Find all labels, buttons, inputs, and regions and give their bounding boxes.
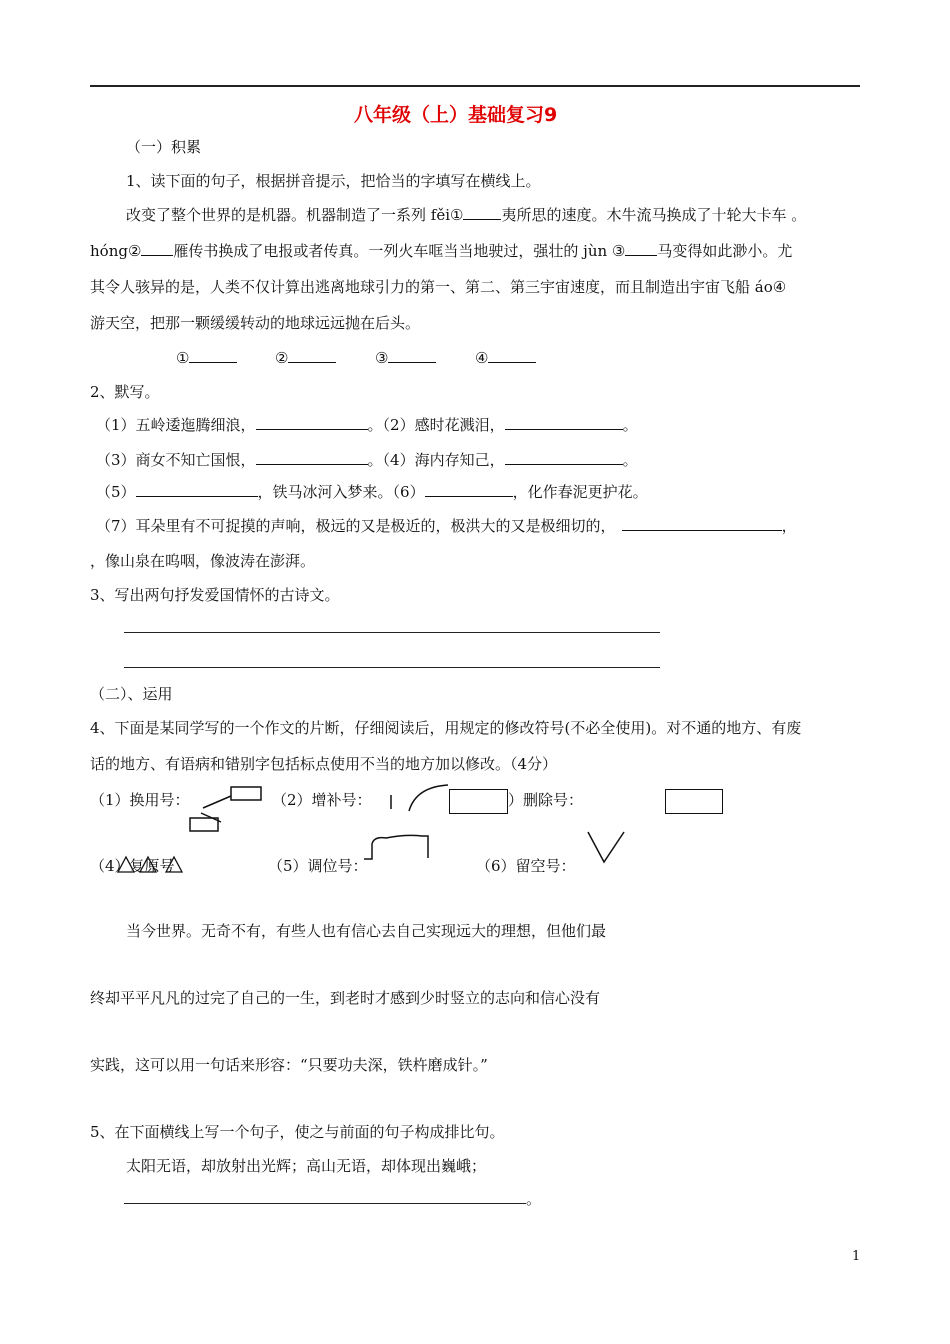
question-3-prompt: 3、写出两句抒发爱国情怀的古诗文。 [90, 586, 340, 604]
symbol-label-insert: （2）增补号： [272, 791, 372, 809]
transpose-mark-icon [362, 832, 434, 862]
passage-line-2: 终却平平凡凡的过完了自己的一生，到老时才感到少时竖立的志向和信心没有 [90, 989, 601, 1007]
answer-blank-3[interactable]: ③ [375, 348, 436, 368]
recitation-row-1 [96, 415, 638, 435]
symbol-label-space: （6）留空号： [476, 857, 576, 875]
recitation-blank-6[interactable] [425, 482, 513, 497]
pinyin-blank-3[interactable] [625, 241, 657, 256]
text-segment: 雁传书换成了电报或者传真。一列火车哐当当地驶过，强壮的 jùn ③ [173, 242, 626, 260]
answer-line[interactable] [189, 348, 237, 363]
text-segment: 马变得如此渺小。尤 [657, 242, 793, 260]
question-5-answer-line[interactable] [124, 1203, 526, 1204]
text-segment: 。 [622, 451, 638, 469]
text-segment: hóng② [90, 242, 142, 260]
answer-line[interactable] [388, 348, 436, 363]
delete-mark-icon [665, 789, 723, 814]
text-segment: 夷所思的速度。木牛流马换成了十轮大卡车 。 [501, 206, 807, 224]
insert-box [449, 789, 508, 814]
recitation-row-3 [96, 482, 648, 502]
question-1-prompt: 1、读下面的句子，根据拼音提示，把恰当的字填写在横线上。 [126, 172, 541, 190]
answer-line[interactable] [488, 348, 536, 363]
header-rule [90, 85, 860, 87]
question-5-prompt: 5、在下面横线上写一个句子，使之与前面的句子构成排比句。 [90, 1123, 505, 1141]
symbol-label-restore: （4）复原号 [90, 857, 175, 875]
recitation-blank-2[interactable] [505, 415, 623, 430]
symbol-label-delete: ）删除号： [508, 791, 584, 809]
passage-line-3: 实践，这可以用一句话来形容：“只要功夫深，铁杵磨成针。” [90, 1056, 488, 1074]
recitation-blank-5[interactable] [136, 482, 258, 497]
text-segment: 改变了整个世界的是机器。机器制造了一系列 fěi① [126, 206, 464, 224]
passage-line-1: 当今世界。无奇不有，有些人也有信心去自己实现远大的理想，但他们最 [126, 922, 607, 940]
text-segment: ，铁马冰河入梦来。（6） [257, 483, 425, 501]
text-segment: （7）耳朵里有不可捉摸的声响，极远的又是极近的，极洪大的又是极细切的， [96, 517, 616, 535]
answer-line-1[interactable] [124, 632, 660, 633]
section-heading-application: （二）、运用 [90, 685, 173, 703]
question-2-prompt: 2、默写。 [90, 383, 160, 401]
replace-mark-icon [185, 786, 265, 834]
question-1-line-2 [90, 241, 792, 261]
space-mark-icon [586, 830, 630, 866]
text-segment: 。（4）海内存知己， [367, 451, 505, 469]
answer-line[interactable] [288, 348, 336, 363]
page-title: 八年级（上）基础复习9 [354, 104, 558, 126]
answer-line-2[interactable] [124, 667, 660, 668]
text-segment: ，化作春泥更护花。 [512, 483, 648, 501]
text-segment: （1）五岭逶迤腾细浪， [96, 416, 256, 434]
text-segment: 。（2）感时花溅泪， [367, 416, 505, 434]
recitation-blank-3[interactable] [256, 450, 368, 465]
text-segment: ， [781, 517, 797, 535]
question-4-prompt-line-2: 话的地方、有语病和错别字包括标点使用不当的地方加以修改。（4分） [90, 755, 558, 773]
question-1-line-1 [126, 205, 806, 225]
recitation-blank-4[interactable] [505, 450, 623, 465]
symbol-label-replace: （1）换用号： [90, 791, 190, 809]
symbol-label-swap: （5）调位号： [268, 857, 368, 875]
answer-blank-1[interactable]: ① [176, 348, 237, 368]
question-5-sentence: 太阳无语，却放射出光辉；高山无语，却体现出巍峨； [126, 1157, 487, 1175]
recitation-blank-1[interactable] [256, 415, 368, 430]
pinyin-blank-1[interactable] [463, 205, 501, 220]
text-segment: （3）商女不知亡国恨， [96, 451, 256, 469]
recitation-row-5: ，像山泉在呜咽，像波涛在澎湃。 [90, 552, 316, 570]
insert-mark-icon [384, 783, 454, 813]
answer-blank-2[interactable]: ② [275, 348, 336, 368]
pinyin-blank-2[interactable] [141, 241, 173, 256]
question-1-line-3: 其令人骇异的是，人类不仅计算出逃离地球引力的第一、第二、第三宇宙速度，而且制造出宇宙飞船 áo④ [90, 278, 787, 296]
text-segment: 。 [622, 416, 638, 434]
recitation-blank-7[interactable] [622, 516, 782, 531]
page-number: 1 [852, 1249, 861, 1264]
recitation-row-2 [96, 450, 638, 470]
answer-blank-4[interactable]: ④ [475, 348, 536, 368]
section-heading-accumulate: （一）积累 [126, 138, 202, 156]
recitation-row-4 [96, 516, 797, 536]
question-4-prompt-line-1: 4、下面是某同学写的一个作文的片断，仔细阅读后，用规定的修改符号(不必全使用)。对不通的地方、有废 [90, 719, 802, 737]
question-5-end-mark: 。 [526, 1190, 542, 1208]
restore-mark-icon [116, 855, 188, 875]
question-1-line-4: 游天空，把那一颗缓缓转动的地球远远抛在后头。 [90, 314, 421, 332]
text-segment: （5） [96, 483, 136, 501]
